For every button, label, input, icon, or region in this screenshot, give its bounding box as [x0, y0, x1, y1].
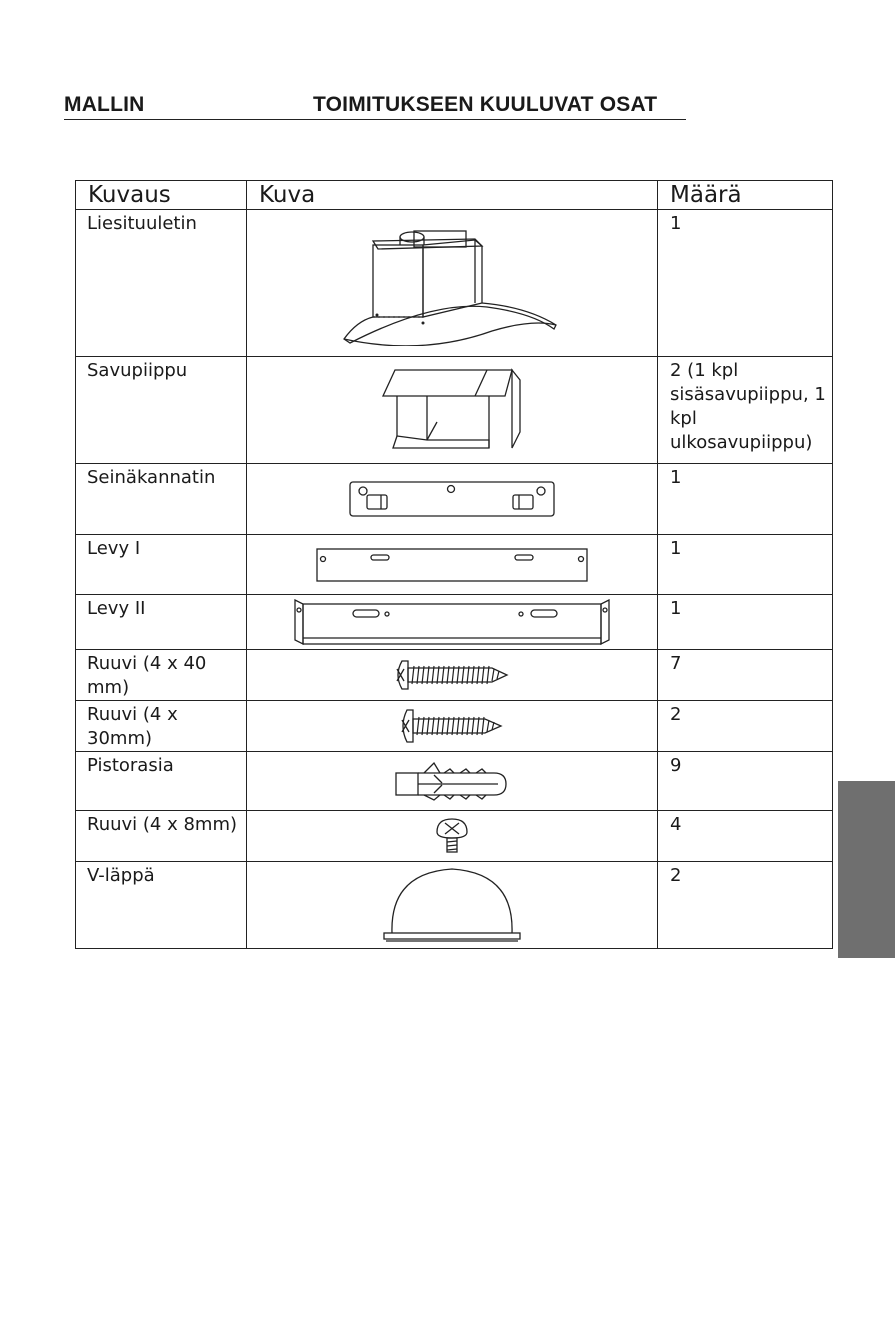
row-image	[247, 357, 658, 464]
plate-one-illustration	[315, 547, 590, 583]
row-quantity: 2 (1 kpl sisäsavupiippu, 1 kpl ulkosavupiippu)	[658, 357, 833, 464]
table-row	[76, 535, 833, 595]
table-header-row	[76, 181, 833, 210]
valve-flap-illustration	[382, 865, 522, 945]
row-image	[247, 752, 658, 811]
row-image	[247, 464, 658, 535]
row-quantity: 2	[658, 701, 833, 752]
row-quantity: 4	[658, 811, 833, 862]
table-row	[76, 701, 833, 752]
plate-two-illustration	[291, 596, 613, 648]
row-image	[247, 595, 658, 650]
table-row	[76, 752, 833, 811]
chimney-illustration	[377, 364, 527, 456]
row-image	[247, 701, 658, 752]
header-quantity: Määrä	[658, 181, 833, 210]
row-quantity: 9	[658, 752, 833, 811]
table-row	[76, 595, 833, 650]
row-description: Savupiippu	[76, 357, 247, 464]
wall-plug-illustration	[394, 761, 510, 801]
cooker-hood-illustration	[332, 221, 572, 346]
heading-title: TOIMITUKSEEN KUULUVAT OSAT	[313, 93, 658, 116]
short-screw-illustration	[434, 816, 470, 856]
parts-table	[75, 180, 833, 949]
table-row	[76, 811, 833, 862]
table-row	[76, 210, 833, 357]
row-image	[247, 535, 658, 595]
row-quantity: 7	[658, 650, 833, 701]
table-row	[76, 464, 833, 535]
header-description: Kuvaus	[76, 181, 247, 210]
row-quantity: 1	[658, 535, 833, 595]
wall-bracket-illustration	[347, 479, 557, 519]
row-description: Levy II	[76, 595, 247, 650]
row-description: Levy I	[76, 535, 247, 595]
table-row	[76, 650, 833, 701]
row-description: Ruuvi (4 x 8mm)	[76, 811, 247, 862]
table-row	[76, 357, 833, 464]
row-image	[247, 862, 658, 949]
header-image: Kuva	[247, 181, 658, 210]
row-description: Seinäkannatin	[76, 464, 247, 535]
row-image	[247, 210, 658, 357]
row-description: Liesituuletin	[76, 210, 247, 357]
row-description: Ruuvi (4 x 30mm)	[76, 701, 247, 752]
row-description: V-läppä	[76, 862, 247, 949]
row-description: Ruuvi (4 x 40 mm)	[76, 650, 247, 701]
row-quantity: 2	[658, 862, 833, 949]
row-image	[247, 811, 658, 862]
long-screw-illustration	[392, 658, 512, 692]
row-quantity: 1	[658, 210, 833, 357]
side-tab-marker	[838, 781, 895, 958]
heading-model: MALLIN	[64, 93, 145, 116]
medium-screw-illustration	[397, 708, 507, 744]
table-row	[76, 862, 833, 949]
row-quantity: 1	[658, 595, 833, 650]
row-image	[247, 650, 658, 701]
section-heading	[64, 93, 686, 120]
row-description: Pistorasia	[76, 752, 247, 811]
row-quantity: 1	[658, 464, 833, 535]
